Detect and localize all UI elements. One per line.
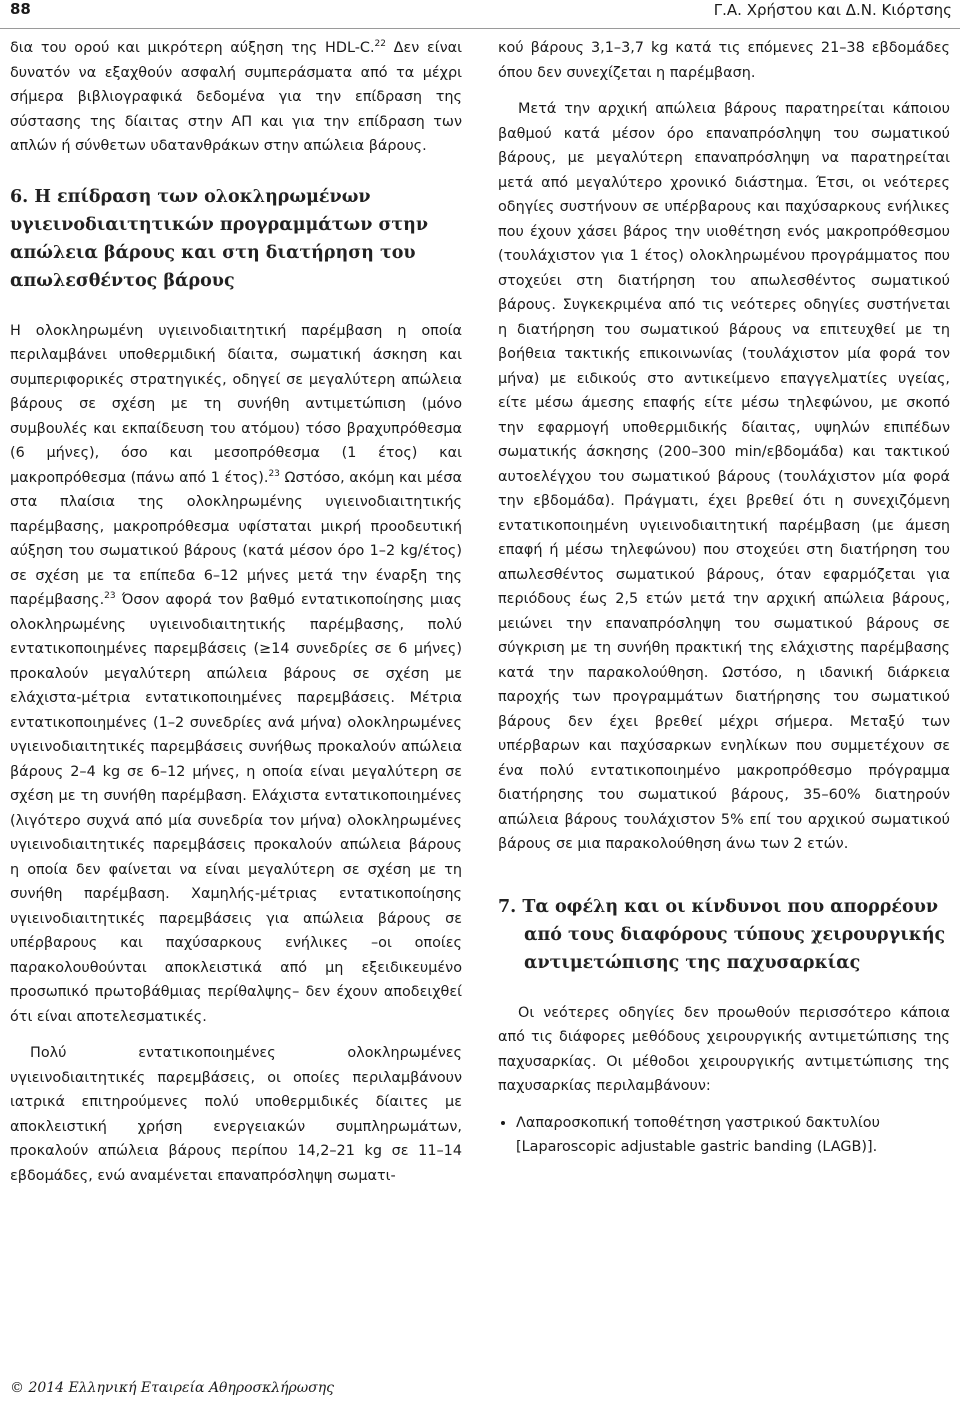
paragraph: Οι νεότερες οδηγίες δεν προωθούν περισσότερο κάποια από τις διάφορες μεθόδους χειρουργικής αντιμετώπισης της παχυσαρκίας. Οι μέθοδοι χειρουργικής αντιμετώπισης της παχυσαρκίας περιλαμβάνουν: <box>498 1004 950 1094</box>
right-column <box>498 36 950 1160</box>
section-heading-7: 7. Τα οφέλη και οι κίνδυνοι που απορρέουν από τους διαφόρους τύπους χειρουργικής αντιμετώπισης της παχυσαρκίας <box>498 896 946 973</box>
citation: 22 <box>374 39 386 50</box>
section-heading-6: 6. Η επίδραση των ολοκληρωμένων υγιεινοδιαιτητικών προγραμμάτων στην απώλεια βάρους και στη διατήρηση του απωλεσθέντος βάρους <box>10 186 428 291</box>
paragraph: κού βάρους 3,1–3,7 kg κατά τις επόμενες 21–38 εβδομάδες όπου δεν συνεχίζεται η παρέμβαση. <box>498 40 950 81</box>
procedure-list <box>498 1111 950 1160</box>
footer-copyright: © 2014 Ελληνική Εταιρεία Αθηροσκλήρωσης <box>10 1380 334 1396</box>
citation: 23 <box>104 591 116 602</box>
running-head-authors: Γ.Α. Χρήστου και Δ.Ν. Κιόρτσης <box>713 1 952 19</box>
paragraph: δια του ορού και μικρότερη αύξηση της HDL-C.$^{22}$ Δεν είναι δυνατόν να εξαχθούν ασφαλή συμπεράσματα από τα μέχρι σήμερα βιβλιογραφικά δεδομένα για την επίδραση της σύστασης της δίαιτας στην ΑΠ και για την επίδραση των απλών ή σύνθετων υδατανθράκων στην απώλεια βάρους. <box>10 39 463 154</box>
paragraph: Μετά την αρχική απώλεια βάρους παρατηρείται κάποιου βαθμού κατά μέσον όρο επαναπρόσληψη του σωματικού βάρους, με μεγαλύτερη επαναπρόσληψη να παρατηρείται μετά από μεγαλύτερο χρονικό διάστημα. Έτσι, οι νεότερες οδηγίες συστήνουν σε υπέρβαρους και παχύσαρκους ενήλικες που έχουν χάσει βάρος την υιοθέτηση ενός μακροπρόθεσμου (τουλάχιστον για 1 έτος) ολοκληρωμένου προγράμματος που στοχεύει στη διατήρηση του απωλεσθέντος σωματικού βάρους. Συγκεκριμένα από τις νεότερες οδηγίες συστήνεται η διατήρηση του σωματικού βάρους να επιτευχθεί με τη βοήθεια τακτικής επικοινωνίας (τουλάχιστον μία φορά τον μήνα) με ειδικούς στο αντικείμενο επαγγελματίες υγείας, είτε μέσω άμεσης επαφής είτε μέσω τηλεφώνου, με σκοπό την εφαρμογή υποθερμιδικής δίαιτας, υψηλών επιπέδων σωματικής άσκησης (200–300 min/εβδομάδα) και τακτικού αυτοελέγχου του σωματικού βάρους (τουλάχιστον μία φορά την εβδομάδα). Πράγματι, έχει βρεθεί ότι η συνεχιζόμενη εντατικοποιημένη υγιεινοδιαιτητική παρέμβαση (με άμεση επαφή ή μέσω τηλεφώνου) που στοχεύει στη διατήρηση του απωλεσθέντος σωματικού βάρους, όταν εφαρμόζεται για περιόδους έως 2,5 ετών μετά την αρχική απώλεια βάρους, μειώνει την επαναπρόσληψη του σωματικού βάρους σε σύγκριση με τη συνήθη πρακτική της ελάχιστης παρέμβασης κατά την παρακολούθηση. Ωστόσο, η ιδανική διάρκεια παροχής των προγραμμάτων διατήρησης του σωματικού βάρους δεν έχει βρεθεί μέχρι σήμερα. Μεταξύ των υπέρβαρων και παχύσαρκων ενηλίκων που συμμετέχουν σε ένα πολύ εντατικοποιημένο μακροπρόθεσμο πρόγραμμα διατήρησης του σωματικού βάρους, 35–60% διατηρούν απώλεια βάρους τουλάχιστον 5% επί του αρχικού σωματικού βάρους σε μια παρακολούθηση άνω των 2 ετών. <box>498 101 950 852</box>
paragraph: Πολύ εντατικοποιημένες ολοκληρωμένες υγιεινοδιαιτητικές παρεμβάσεις, οι οποίες περιλαμβάνουν ιατρικά επιτηρούμενες πολύ υποθερμιδικές δίαιτες με αποκλειστική χρήση ενεργειακών συμπληρωμάτων, προκαλούν απώλεια βάρους περίπου 14,2–21 kg σε 11–14 εβδομάδες, ενώ αναμένεται επαναπρόσληψη σωματι- <box>10 1045 462 1184</box>
page-header <box>0 0 960 28</box>
left-column <box>10 36 462 1188</box>
page-number: 88 <box>10 0 31 18</box>
list-item: • Λαπαροσκοπική τοποθέτηση γαστρικού δακτυλίου [Laparoscopic adjustable gastric banding (LAGB)]. <box>516 1111 950 1160</box>
header-rule <box>0 28 960 29</box>
citation: 23 <box>268 468 280 479</box>
paragraph: Η ολοκληρωμένη υγιεινοδιαιτητική παρέμβαση η οποία περιλαμβάνει υποθερμιδική δίαιτα, σωματική άσκηση και συμπεριφορικές στρατηγικές, οδηγεί σε μεγαλύτερη απώλεια βάρους σε σχέση με τη συνήθη αντιμετώπιση (μόνο συμβουλές και εκπαίδευση του ατόμου) τόσο βραχυπρόθεσμα (6 μήνες), όσο και μεσοπρόθεσμα (1 έτος) και μακροπρόθεσμα (πάνω από 1 έτος).$^{23}$ Ωστόσο, ακόμη και μέσα στα πλαίσια της ολοκληρωμένης υγιεινοδιαιτητικής παρέμβασης, μακροπρόθεσμα υφίσταται μικρή προοδευτική αύξηση του σωματικού βάρους (κατά μέσον όρο 1–2 kg/έτος) σε σχέση με τα επίπεδα 6–12 μήνες μετά την έναρξη της παρέμβασης.$^{23}$ Όσον αφορά τον βαθμό εντατικοποίησης μιας ολοκληρωμένης υγιεινοδιαιτητικής παρέμβασης, πολύ εντατικοποιημένες παρεμβάσεις (≥14 συνεδρίες σε 6 μήνες) προκαλούν μεγαλύτερη απώλεια βάρους σε σχέση με ελάχιστα-μέτρια εντατικοποιημένες παρεμβάσεις. Μέτρια εντατικοποιημένες (1–2 συνεδρίες ανά μήνα) ολοκληρωμένες υγιεινοδιαιτητικές παρεμβάσεις συνήθως προκαλούν απώλεια βάρους 2–4 kg σε 6–12 μήνες, η οποία είναι μεγαλύτερη σε σχέση με τη συνήθη παρέμβαση. Ελάχιστα εντατικοποιημένες (λιγότερο συχνά από μία συνεδρία τον μήνα) ολοκληρωμένες υγιεινοδιαιτητικές παρεμβάσεις προκαλούν απώλεια βάρους η οποία δεν φαίνεται να είναι μεγαλύτερη σε σχέση με τη συνήθη παρέμβαση. Χαμηλής-μέτριας εντατικοποίησης υγιεινοδιαιτητικές παρεμβάσεις για απώλεια βάρους σε υπέρβαρους και παχύσαρκους ενήλικες –οι οποίες παρακολουθούνται αποκλειστικά από μη εξειδικευμένο προσωπικό πρωτοβάθμιας περίθαλψης– δεν έχουν αποδειχθεί ότι είναι αποτελεσματικές. <box>10 322 463 1025</box>
